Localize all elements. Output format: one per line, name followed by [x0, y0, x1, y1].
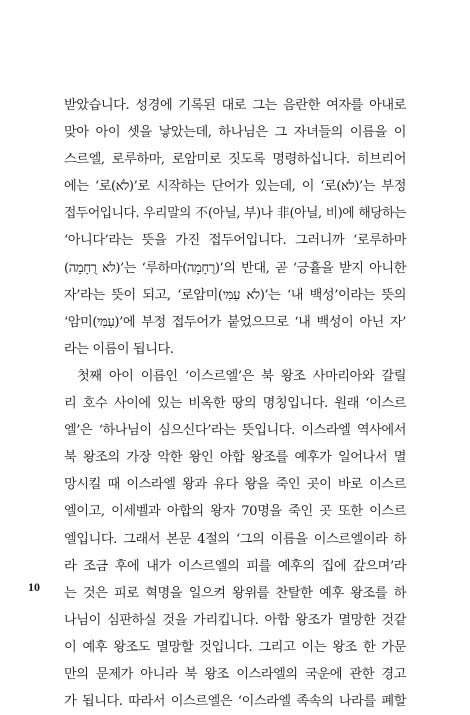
text-line: 이 예후 왕조도 멸망할 것입니다. 그리고 이는 왕조 한 가문	[64, 639, 406, 655]
text-line: 만의 문제가 아니라 북 왕조 이스라엘의 국운에 관한 경고	[64, 666, 406, 682]
page-number: 10	[28, 580, 40, 594]
text-line: 접두어입니다. 우리말의 不(아닐, 부)나 非(아닐, 비)에 해당하는	[64, 206, 406, 222]
text-line: 라 조금 후에 내가 이스르엘의 피를 예후의 집에 갚으며’라	[64, 558, 406, 574]
text-line: 엘이고, 이세벨과 아합의 왕자 70명을 죽인 곳 또한 이스르	[64, 504, 406, 520]
body-text	[64, 92, 406, 715]
text-line: 북 왕조의 가장 악한 왕인 아합 왕조를 예후가 일어나서 멸	[64, 450, 406, 466]
text-line: 가 됩니다. 따라서 이스르엘은 ‘이스라엘 족속의 나라를 폐할	[64, 694, 406, 710]
text-line: ‘아니다’라는 뜻을 가진 접두어입니다. 그러니까 ‘로루하마	[64, 233, 406, 249]
text-line: 망시킬 때 이스라엘 왕과 유다 왕을 죽인 곳이 바로 이스르	[64, 477, 406, 493]
text-line: 엘’은 ‘하나님이 심으신다’라는 뜻입니다. 이스라엘 역사에서	[64, 423, 406, 439]
text-line: ‘암미(עַמִּי)’에 부정 접두어가 붙었으므로 ‘내 백성이 아닌 자’	[64, 314, 406, 330]
paragraph-start-line: 첫째 아이 이름인 ‘이스르엘’은 북 왕조 사마리아와 갈릴	[77, 368, 406, 384]
text-line: 는 것은 피로 혁명을 일으켜 왕위를 찬탈한 예후 왕조를 하	[64, 585, 406, 601]
text-line: 맞아 아이 셋을 낳았는데, 하나님은 그 자녀들의 이름을 이	[64, 125, 406, 141]
text-line: 리 호수 사이에 있는 비옥한 땅의 명칭입니다. 원래 ‘이스르	[64, 396, 406, 412]
text-line: 에는 ‘로(לֹא)’로 시작하는 단어가 있는데, 이 ‘로(לֹא)’는 부정	[64, 179, 407, 195]
text-line: 엘입니다. 그래서 본문 4절의 ‘그의 이름을 이스르엘이라 하	[64, 531, 406, 547]
paragraph-end-line: 라는 이름이 됩니다.	[64, 341, 174, 357]
text-line: (לֹא רֻחָמָה)’는 ‘루하마(רֻחָמָה)’의 반대, 곧 ‘긍휼을 받지 아니한	[64, 260, 406, 276]
text-line: 자’라는 뜻이 되고, ‘로암미(לֹא עַמִּי)’는 ‘내 백성’이라는 뜻의	[64, 287, 406, 303]
text-line: 나님이 심판하실 것을 가리킵니다. 아합 왕조가 멸망한 것같	[64, 612, 406, 628]
text-line: 스르엘, 로루하마, 로암미로 짓도록 명령하십니다. 히브리어	[64, 152, 406, 168]
text-line: 받았습니다. 성경에 기록된 대로 그는 음란한 여자를 아내로	[64, 98, 406, 113]
